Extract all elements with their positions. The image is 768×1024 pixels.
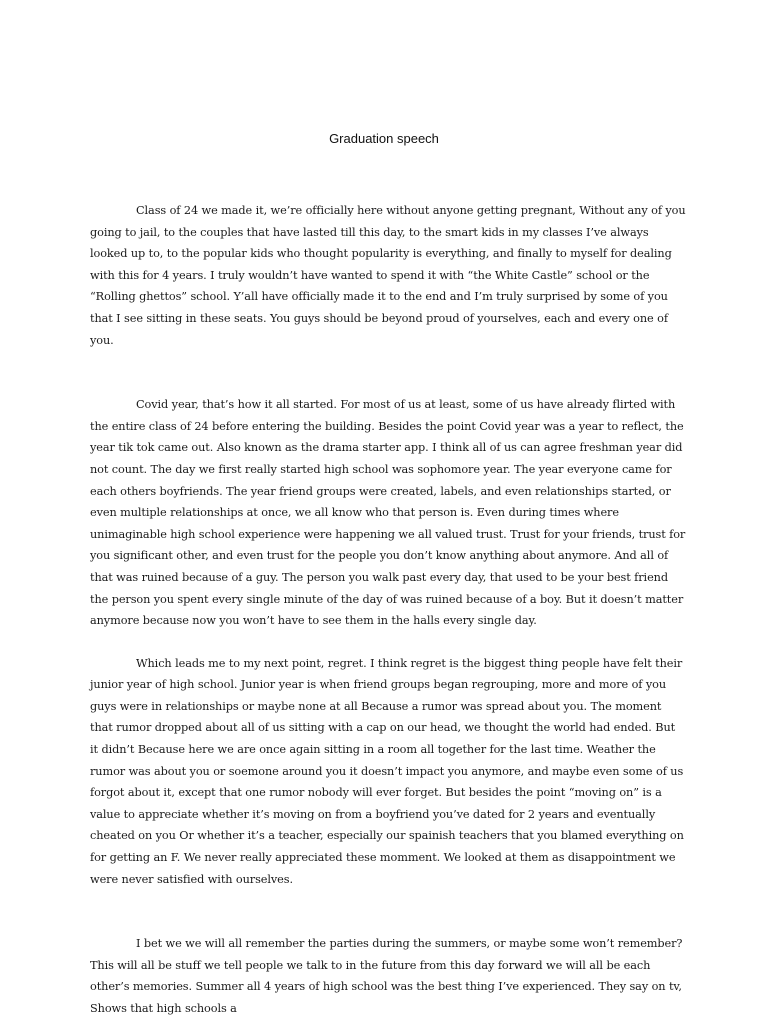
paragraph-1: Class of 24 we made it, we’re officially here without anyone getting pregnant, Without any of you going to jail, to the couples that have lasted till this day, to the smart kids in my classes I’ve always looked up to, to the popular kids who thought popularity is everything, and finally to myself for dealing with this for 4 years. I truly wouldn’t have wanted to spend it with “the White Castle” school or the “Rolling ghettos” school. Y’all have officially made it to the end and I’m truly surprised by some of you that I see sitting in these seats. You guys should be beyond proud of yourselves, each and every one of you.: [90, 204, 686, 347]
page-title: Graduation speech: [329, 131, 439, 146]
paragraph-2: Covid year, that’s how it all started. For most of us at least, some of us have already flirted with the entire class of 24 before entering the building. Besides the point Covid year was a year to reflect, the year tik tok came out. Also known as the drama starter app. I think all of us can agree freshman year did not count. The day we first really started high school was sophomore year. The year everyone came for each others boyfriends. The year friend groups were created, labels, and even relationships started, or even multiple relationships at once, we all know who that person is. Even during times where unimaginable high school experience were happening we all valued trust. Trust for your friends, trust for you significant other, and even trust for the people you don’t know anything about anymore. And all of that was ruined because of a guy. The person you walk past every day, that used to be your best friend the person you spent every single minute of the day of was ruined because of a boy. But it doesn’t matter anymore because now you won’t have to see them in the halls every single day.: [90, 398, 686, 628]
paragraph-4: I bet we we will all remember the parties during the summers, or maybe some won’t remember? This will all be stuff we tell people we talk to in the future from this day forward we will all be each other’s memories. Summer all 4 years of high school was the best thing I’ve experienced. They say on tv, Shows that high schools a: [90, 937, 683, 1015]
paragraph-3: Which leads me to my next point, regret. I think regret is the biggest thing people have felt their junior year of high school. Junior year is when friend groups began regrouping, more and more of you guys were in relationships or maybe none at all Because a rumor was spread about you. The moment that rumor dropped about all of us sitting with a cap on our head, we thought the world had ended. But it didn’t Because here we are once again sitting in a room all together for the last time. Weather the rumor was about you or soemone around you it doesn’t impact you anymore, and maybe even some of us forgot about it, except that one rumor nobody will ever forget. But besides the point “moving on” is a value to appreciate whether it’s moving on from a boyfriend you’ve dated for 2 years and eventually cheated on you Or whether it’s a teacher, especially our spainish teachers that you blamed everything on for getting an F. We never really appreciated these momment. We looked at them as disappointment we were never satisfied with ourselves.: [90, 656, 684, 886]
speech-body: [90, 200, 686, 1020]
